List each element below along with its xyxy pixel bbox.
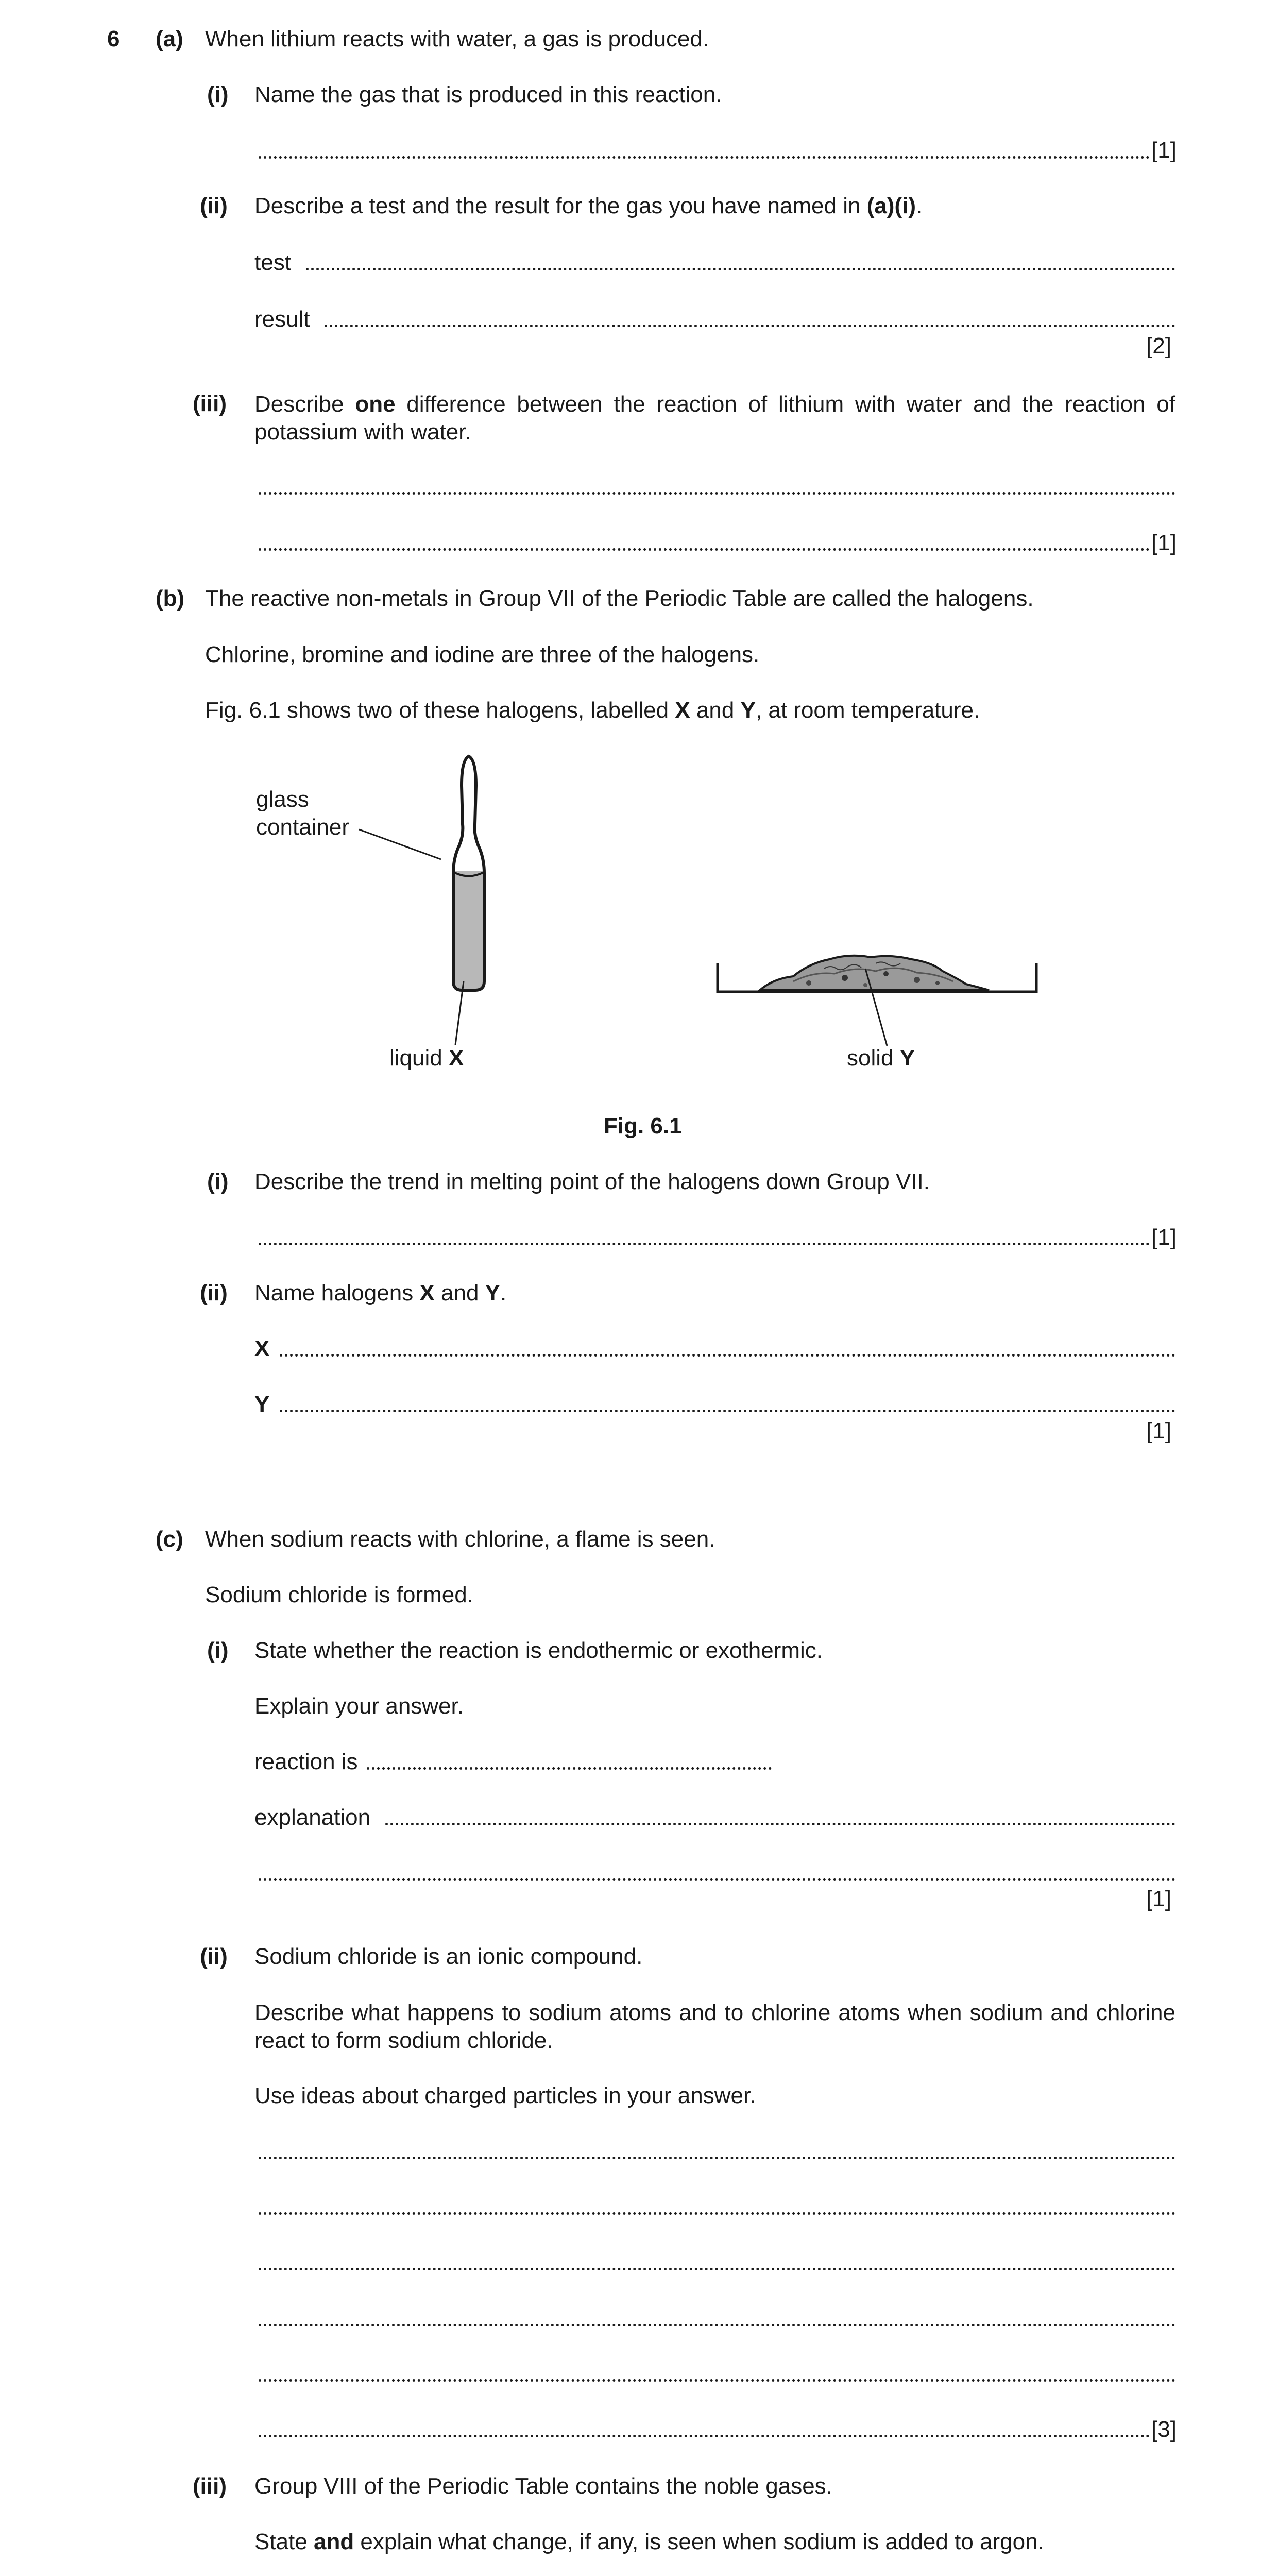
answer-line-c-i-explanation-2[interactable] (259, 1878, 1175, 1881)
reaction-is-label: reaction is (254, 1749, 358, 1774)
part-b-i-label: (i) (207, 1169, 229, 1194)
part-c-iii-prompt-2-pre: State (254, 2529, 314, 2554)
part-c-stem-2: Sodium chloride is formed. (205, 1582, 473, 1607)
liquid-label-text: liquid (389, 1045, 449, 1071)
solid-label-text: solid (847, 1045, 900, 1071)
solid-label-letter: Y (899, 1045, 915, 1071)
answer-line-c-ii-1[interactable] (259, 2157, 1175, 2159)
mark-c-ii: [3] (1151, 2417, 1177, 2442)
glass-container-illustration (453, 756, 484, 990)
answer-line-c-ii-6[interactable] (259, 2435, 1150, 2437)
part-c-iii-prompt-2 (254, 2529, 1044, 2556)
part-c-ii-label: (ii) (200, 1944, 228, 1969)
part-c-ii-prompt: Sodium chloride is an ionic compound. (254, 1944, 643, 1969)
part-a-label: (a) (156, 26, 183, 52)
container-leader-line (359, 829, 441, 859)
part-c-i-prompt-2: Explain your answer. (254, 1693, 464, 1719)
answer-line-reaction[interactable] (367, 1767, 772, 1770)
part-c-i-label: (i) (207, 1638, 229, 1663)
part-b-ii-prompt-post: . (500, 1280, 507, 1306)
part-b-ii-prompt-and: and (434, 1280, 485, 1306)
answer-line-c-ii-4[interactable] (259, 2324, 1175, 2326)
part-a-i-label: (i) (207, 82, 229, 107)
answer-line-x[interactable] (280, 1354, 1175, 1357)
solid-y-label (847, 1045, 915, 1072)
part-a-iii-prompt-pre: Describe (254, 392, 355, 417)
container-label: container (256, 815, 350, 840)
part-b-i-prompt: Describe the trend in melting point of the halogens down Group VII. (254, 1169, 930, 1194)
part-b-stem-1: The reactive non-metals in Group VII of the Periodic Table are called the halogens. (205, 586, 1034, 611)
part-c-iii-prompt-2-post: explain what change, if any, is seen when sodium is added to argon. (354, 2529, 1044, 2554)
mark-a-ii: [2] (1146, 333, 1171, 359)
part-c-iii-prompt-2-bold: and (313, 2529, 354, 2554)
part-a-ii-label: (ii) (200, 193, 228, 218)
explanation-label-c-i: explanation (254, 1805, 371, 1830)
part-a-iii-prompt-post: difference between the reaction of lithium with water and the reaction of potassium with water. (254, 392, 1175, 445)
part-c-i-prompt: State whether the reaction is endothermic or exothermic. (254, 1638, 823, 1663)
figure-caption: Fig. 6.1 (604, 1113, 682, 1139)
part-b-stem-3-pre: Fig. 6.1 shows two of these halogens, labelled (205, 698, 675, 723)
part-c-iii-label: (iii) (193, 2473, 227, 2499)
answer-line-c-ii-2[interactable] (259, 2212, 1175, 2215)
figure-6-1 (0, 0, 1278, 1133)
part-b-stem-3-y: Y (740, 698, 756, 723)
part-b-ii-prompt-y: Y (485, 1280, 501, 1306)
question-number: 6 (107, 26, 120, 52)
part-c-stem-1: When sodium reacts with chlorine, a flame is seen. (205, 1527, 715, 1552)
part-a-ii-prompt-post: . (916, 193, 923, 218)
mark-a-i: [1] (1151, 138, 1177, 163)
part-c-label: (c) (156, 1527, 183, 1552)
mark-a-iii: [1] (1151, 530, 1177, 555)
part-b-ii-prompt-x: X (419, 1280, 435, 1306)
part-b-ii-label: (ii) (200, 1280, 228, 1306)
part-a-i-prompt: Name the gas that is produced in this reaction. (254, 82, 722, 107)
part-c-ii-prompt-2: Describe what happens to sodium atoms and to chlorine atoms when sodium and chlorine react to form sodium chloride. (254, 2000, 1175, 2053)
result-label: result (254, 307, 310, 332)
glass-label: glass (256, 787, 309, 812)
answer-line-y[interactable] (280, 1410, 1175, 1412)
test-label: test (254, 250, 291, 275)
part-b-label: (b) (156, 586, 185, 611)
part-b-ii-prompt (254, 1280, 506, 1307)
part-b-stem-3-post: , at room temperature. (755, 698, 980, 723)
y-answer-label: Y (254, 1392, 270, 1417)
answer-line-b-i[interactable] (259, 1243, 1150, 1245)
mark-b-ii: [1] (1146, 1418, 1171, 1444)
part-a-iii-prompt-bold: one (355, 392, 396, 417)
part-c-ii-prompt-3: Use ideas about charged particles in your answer. (254, 2083, 756, 2108)
mark-c-i: [1] (1146, 1886, 1171, 1911)
part-a-ii-prompt-pre: Describe a test and the result for the gas you have named in (254, 193, 867, 218)
part-c-iii-prompt: Group VIII of the Periodic Table contains the noble gases. (254, 2473, 832, 2499)
mark-b-i: [1] (1151, 1225, 1177, 1250)
dish-illustration (718, 956, 1036, 992)
part-b-ii-prompt-pre: Name halogens (254, 1280, 420, 1306)
part-a-iii-label: (iii) (193, 391, 227, 416)
part-b-stem-3-and: and (690, 698, 741, 723)
part-b-stem-3-x: X (675, 698, 690, 723)
part-a-ii-prompt-ref: (a)(i) (866, 193, 916, 218)
part-b-stem-2: Chlorine, bromine and iodine are three of the halogens. (205, 642, 760, 667)
answer-line-c-i-explanation-1[interactable] (385, 1823, 1175, 1825)
part-a-stem: When lithium reacts with water, a gas is produced. (205, 26, 709, 52)
liquid-x-label (389, 1045, 464, 1072)
answer-line-c-ii-3[interactable] (259, 2268, 1175, 2270)
liquid-label-letter: X (448, 1045, 464, 1071)
answer-line-c-ii-5[interactable] (259, 2379, 1175, 2382)
x-answer-label: X (254, 1336, 270, 1361)
